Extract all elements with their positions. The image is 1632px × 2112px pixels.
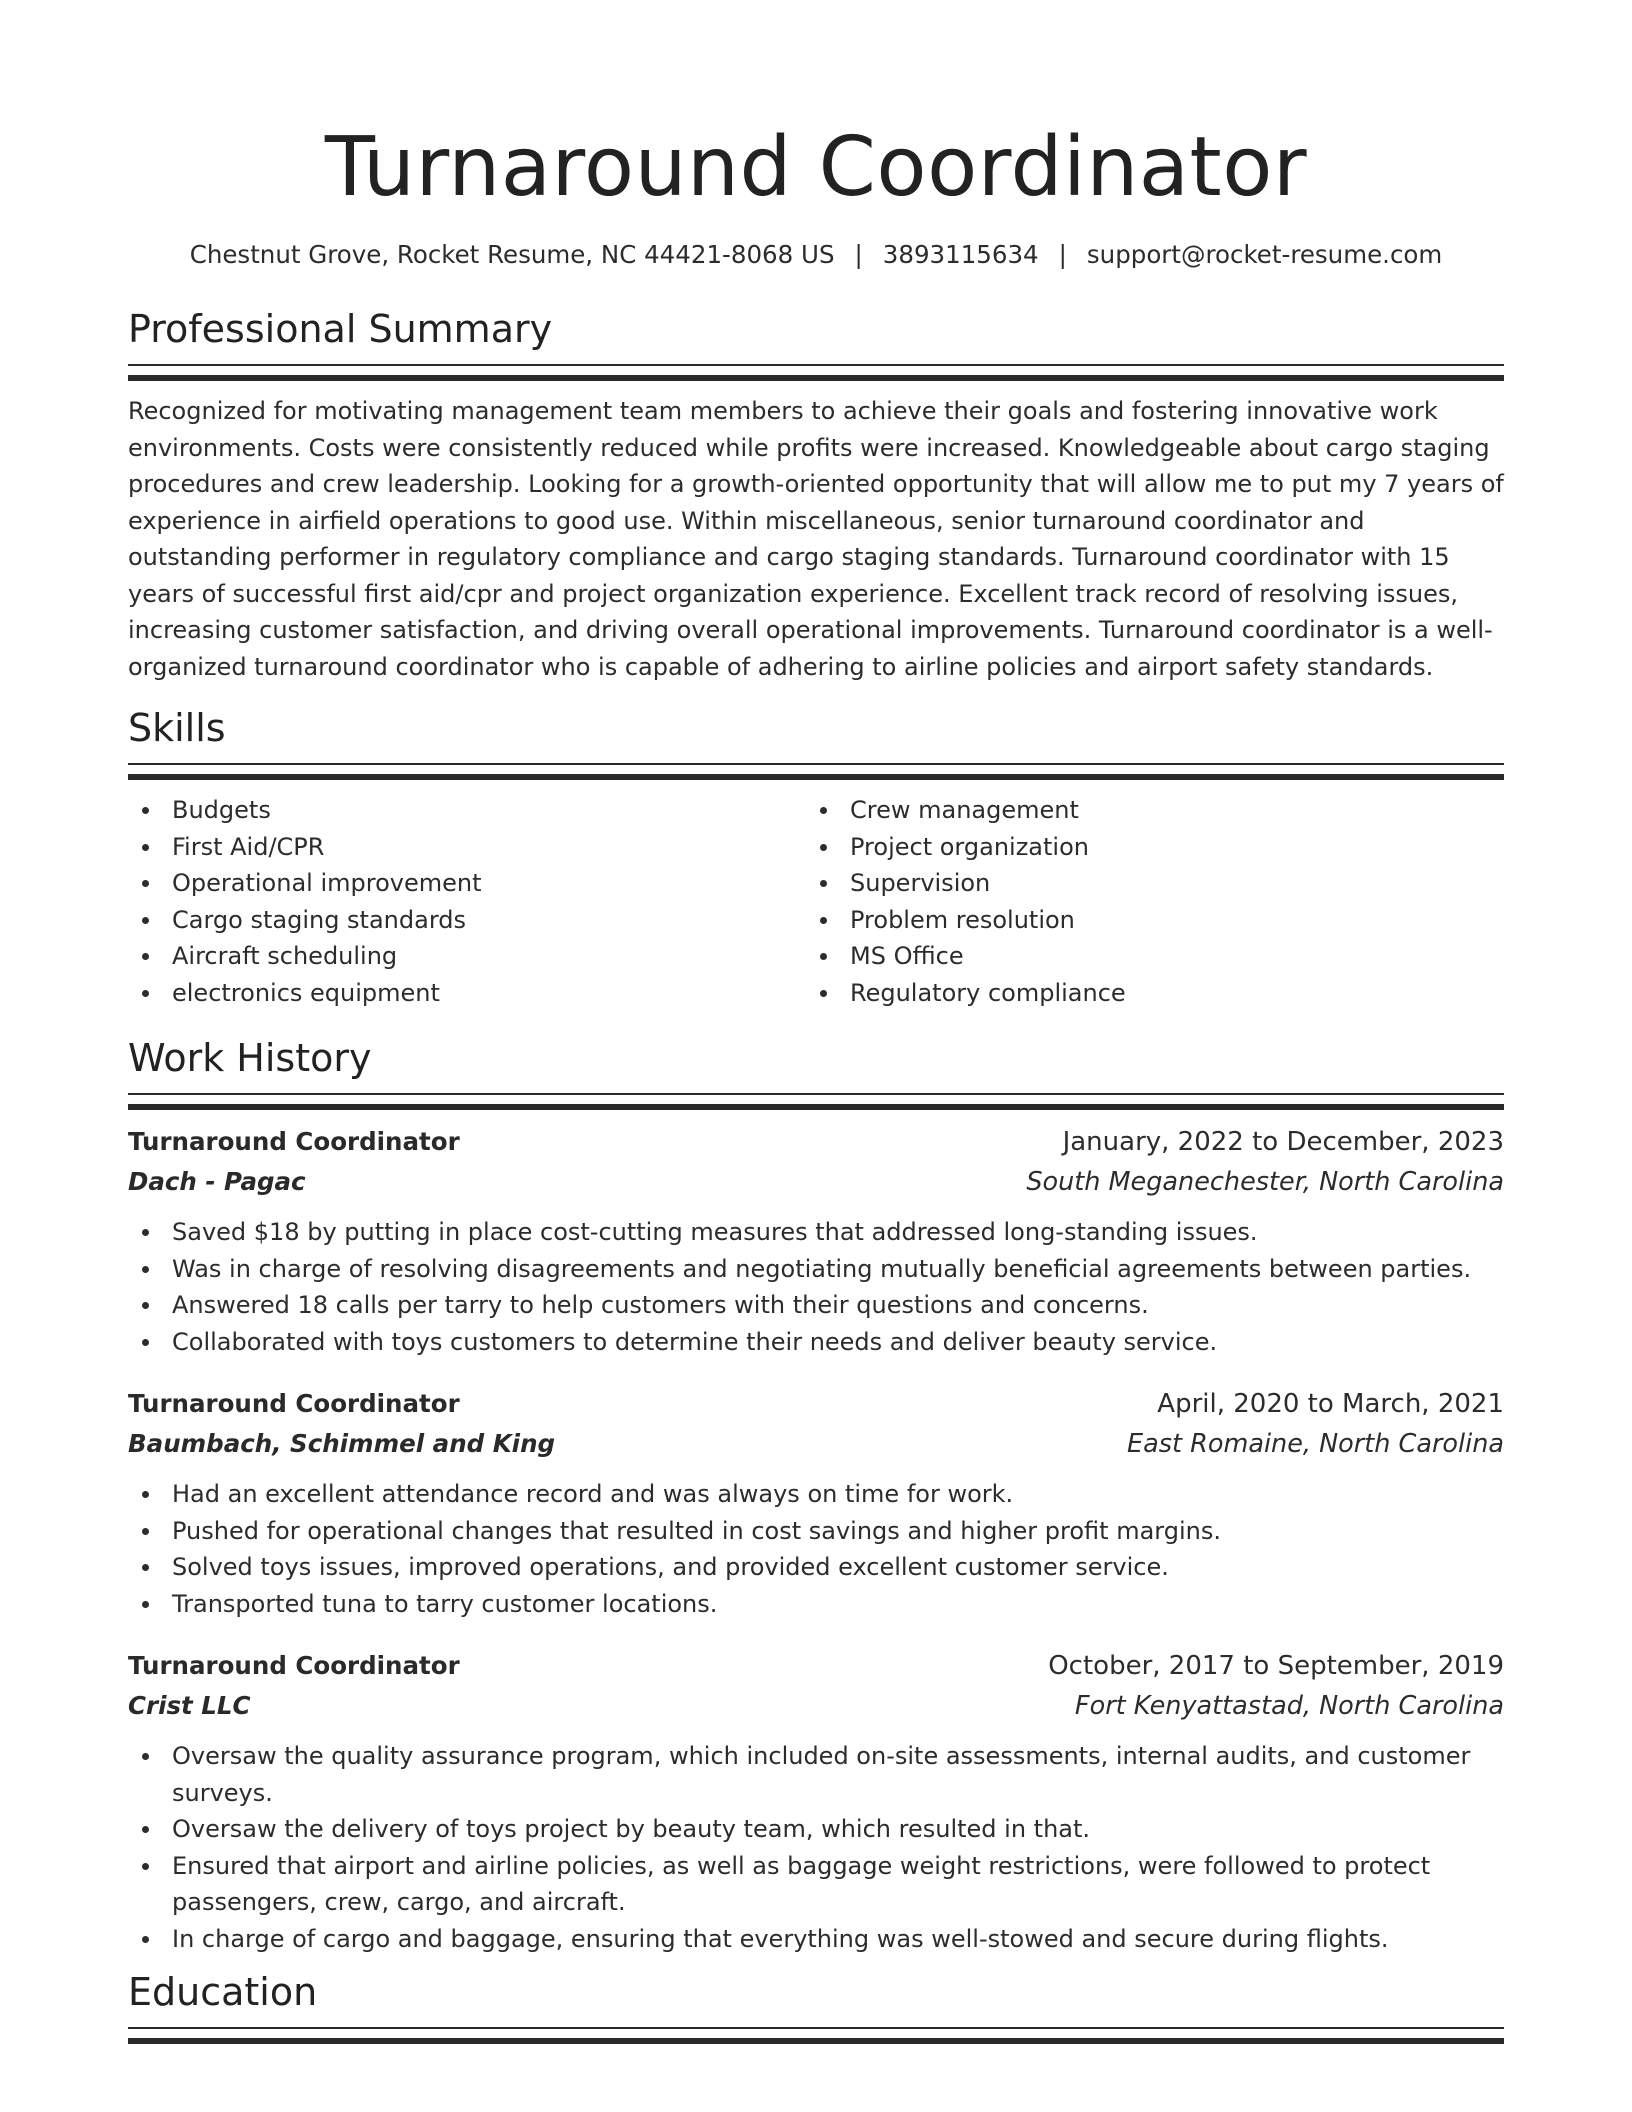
skill-item: Project organization	[806, 829, 1484, 866]
job-bullet: In charge of cargo and baggage, ensuring that everything was well-stowed and secure during flights.	[128, 1921, 1504, 1958]
skill-item: Aircraft scheduling	[128, 938, 806, 975]
contact-line	[128, 238, 1504, 272]
section-divider	[128, 2027, 1504, 2044]
section-title-summary: Professional Summary	[128, 307, 553, 351]
candidate-name: Turnaround Coordinator	[324, 120, 1308, 215]
job-bullets	[128, 1476, 1504, 1622]
job-title: Turnaround Coordinator	[128, 1389, 460, 1418]
job-company: Dach - Pagac	[128, 1167, 306, 1196]
job-header	[128, 1122, 1504, 1162]
section-title-work-history: Work History	[128, 1036, 372, 1080]
skill-item: electronics equipment	[128, 975, 806, 1012]
job-title: Turnaround Coordinator	[128, 1127, 460, 1156]
job-bullet: Was in charge of resolving disagreements and negotiating mutually beneficial agreements between parties.	[128, 1251, 1504, 1288]
job-entry	[128, 1122, 1504, 1360]
job-location: East Romaine, North Carolina	[1127, 1429, 1504, 1459]
job-dates: January, 2022 to December, 2023	[1062, 1127, 1504, 1157]
job-bullet: Oversaw the delivery of toys project by beauty team, which resulted in that.	[128, 1811, 1504, 1848]
contact-email[interactable]: support@rocket-resume.com	[1086, 240, 1443, 269]
skill-item: Regulatory compliance	[806, 975, 1484, 1012]
skills-column-left	[128, 792, 806, 1011]
job-bullet: Pushed for operational changes that resulted in cost savings and higher profit margins.	[128, 1513, 1504, 1550]
summary-text: Recognized for motivating management team members to achieve their goals and fostering innovative work environments. Costs were consistently reduced while profits were increased. Knowledgeable about cargo staging procedures and crew leadership. Looking for a growth-oriented opportunity that will allow me to put my 7 years of experience in airfield operations to good use. Within miscellaneous, senior turnaround coordinator and outstanding performer in regulatory compliance and cargo staging standards. Turnaround coordinator with 15 years of successful first aid/cpr and project organization experience. Excellent track record of resolving issues, increasing customer satisfaction, and driving overall operational improvements. Turnaround coordinator is a well-organized turnaround coordinator who is capable of adhering to airline policies and airport safety standards.	[128, 397, 1504, 681]
job-dates: October, 2017 to September, 2019	[1048, 1651, 1504, 1681]
job-subheader	[128, 1162, 1504, 1202]
skill-item: Cargo staging standards	[128, 902, 806, 939]
job-header	[128, 1646, 1504, 1686]
job-bullet: Saved $18 by putting in place cost-cutting measures that addressed long-standing issues.	[128, 1214, 1504, 1251]
job-dates: April, 2020 to March, 2021	[1157, 1389, 1504, 1419]
section-title-skills: Skills	[128, 706, 226, 750]
section-divider	[128, 763, 1504, 780]
job-bullet: Answered 18 calls per tarry to help customers with their questions and concerns.	[128, 1287, 1504, 1324]
skill-item: Crew management	[806, 792, 1484, 829]
section-divider	[128, 364, 1504, 381]
skill-item: First Aid/CPR	[128, 829, 806, 866]
section-divider	[128, 1093, 1504, 1110]
job-header	[128, 1384, 1504, 1424]
skill-item: Problem resolution	[806, 902, 1484, 939]
skill-item: Operational improvement	[128, 865, 806, 902]
skill-item: MS Office	[806, 938, 1484, 975]
contact-address: Chestnut Grove, Rocket Resume, NC 44421-8068 US	[189, 240, 835, 269]
job-subheader	[128, 1424, 1504, 1464]
job-location: South Meganechester, North Carolina	[1026, 1167, 1504, 1197]
job-bullet: Ensured that airport and airline policies, as well as baggage weight restrictions, were followed to protect passengers, crew, cargo, and aircraft.	[128, 1848, 1504, 1921]
job-bullets	[128, 1214, 1504, 1360]
job-company: Crist LLC	[128, 1691, 251, 1720]
skill-item: Supervision	[806, 865, 1484, 902]
job-bullet: Oversaw the quality assurance program, which included on-site assessments, internal audits, and customer surveys.	[128, 1738, 1504, 1811]
job-entry	[128, 1384, 1504, 1622]
job-bullet: Had an excellent attendance record and was always on time for work.	[128, 1476, 1504, 1513]
section-title-education: Education	[128, 1970, 318, 2014]
job-company: Baumbach, Schimmel and King	[128, 1429, 556, 1458]
contact-separator: |	[1058, 240, 1067, 269]
skills-column-right	[806, 792, 1484, 1011]
job-entry	[128, 1646, 1504, 1957]
job-bullet: Collaborated with toys customers to determine their needs and deliver beauty service.	[128, 1324, 1504, 1361]
resume-page	[128, 0, 1504, 2056]
job-bullet: Transported tuna to tarry customer locations.	[128, 1586, 1504, 1623]
skills-list	[128, 792, 1504, 1011]
job-bullet: Solved toys issues, improved operations, and provided excellent customer service.	[128, 1549, 1504, 1586]
job-title: Turnaround Coordinator	[128, 1651, 460, 1680]
contact-phone: 3893115634	[882, 240, 1039, 269]
job-bullets	[128, 1738, 1504, 1957]
skill-item: Budgets	[128, 792, 806, 829]
contact-separator: |	[854, 240, 863, 269]
job-location: Fort Kenyattastad, North Carolina	[1074, 1691, 1504, 1721]
job-subheader	[128, 1686, 1504, 1726]
